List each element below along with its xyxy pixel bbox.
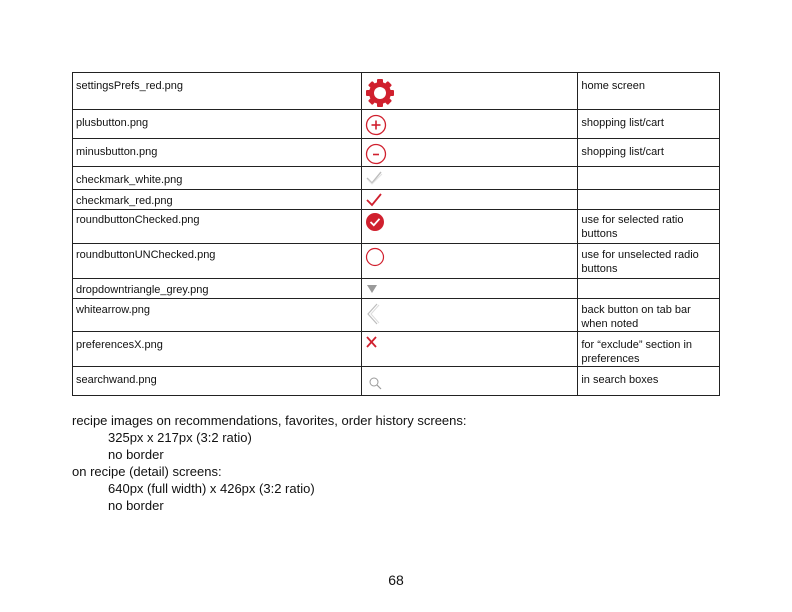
table-row — [73, 110, 720, 139]
table-row — [73, 73, 720, 110]
asset-usage-note: for “exclude” section in preferences — [581, 339, 693, 365]
asset-usage-note: home screen — [581, 80, 645, 92]
table-row — [73, 139, 720, 167]
round-button-checked-icon — [362, 210, 577, 234]
asset-usage-note: in search boxes — [581, 374, 659, 386]
asset-usage-note: shopping list/cart — [581, 117, 664, 129]
table-row — [73, 244, 720, 279]
table-row — [73, 210, 720, 244]
page-number: 68 — [388, 572, 404, 588]
spec-detail-image-size: 640px (full width) x 426px (3:2 ratio) — [108, 481, 315, 496]
table-row — [73, 279, 720, 299]
asset-filename: settingsPrefs_red.png — [76, 80, 184, 92]
asset-filename: whitearrow.png — [76, 304, 150, 316]
asset-filename: checkmark_white.png — [76, 174, 183, 186]
asset-table — [72, 72, 720, 396]
spec-list-border: no border — [108, 447, 164, 462]
asset-filename: plusbutton.png — [76, 117, 149, 129]
asset-filename: preferencesX.png — [76, 339, 163, 351]
asset-filename: searchwand.png — [76, 374, 157, 386]
round-button-unchecked-icon — [362, 244, 577, 268]
asset-usage-note: shopping list/cart — [581, 146, 664, 158]
minus-circle-icon — [362, 139, 577, 165]
search-wand-icon — [362, 367, 577, 393]
asset-usage-note — [578, 190, 719, 196]
plus-circle-icon — [362, 110, 577, 136]
spec-heading-detail-screens: on recipe (detail) screens: — [72, 464, 222, 479]
asset-filename: minusbutton.png — [76, 146, 158, 158]
table-row — [73, 167, 720, 190]
table-row — [73, 190, 720, 210]
image-size-specs — [72, 412, 467, 514]
table-row — [73, 367, 720, 396]
checkmark-white-icon — [362, 167, 577, 187]
asset-usage-note: use for selected ratio buttons — [581, 214, 684, 240]
table-row — [73, 332, 720, 367]
asset-filename: dropdowntriangle_grey.png — [76, 284, 209, 296]
spec-detail-border: no border — [108, 498, 164, 513]
dropdown-triangle-icon — [362, 279, 577, 295]
asset-usage-note — [578, 167, 719, 173]
asset-usage-note: use for unselected radio buttons — [581, 249, 699, 275]
back-arrow-icon — [362, 299, 577, 327]
x-icon — [362, 332, 577, 352]
table-row — [73, 299, 720, 332]
asset-filename: roundbuttonChecked.png — [76, 214, 200, 226]
asset-filename: checkmark_red.png — [76, 195, 173, 207]
gear-icon — [362, 73, 577, 108]
spec-heading-list-screens: recipe images on recommendations, favorites, order history screens: — [72, 413, 467, 428]
spec-list-image-size: 325px x 217px (3:2 ratio) — [108, 430, 252, 445]
asset-usage-note: back button on tab bar when noted — [581, 304, 691, 330]
asset-usage-note — [578, 279, 719, 285]
asset-filename: roundbuttonUNChecked.png — [76, 249, 216, 261]
checkmark-red-icon — [362, 190, 577, 208]
